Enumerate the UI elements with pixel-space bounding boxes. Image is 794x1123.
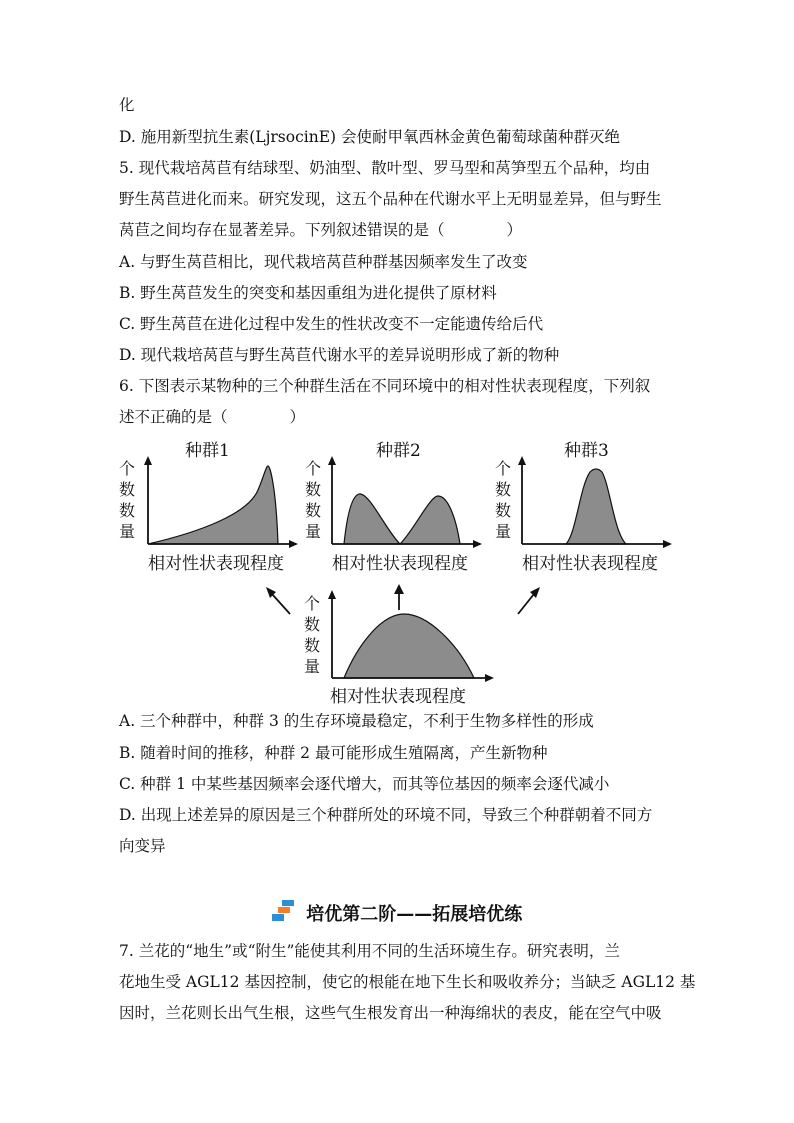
- base-x-arrow: [485, 674, 494, 682]
- panel-1-y-arrow: [144, 456, 152, 465]
- panel-2-x-label: 相对性状表现程度: [332, 554, 468, 574]
- question-7-line-1: 7. 兰花的“地生”或“附生”能使其利用不同的生活环境生存。研究表明，兰: [119, 942, 620, 960]
- question-7-line-3: 因时，兰花则长出气生根，这些气生根发育出一种海绵状的表皮，能在空气中吸: [119, 1004, 662, 1022]
- panel-2-graph: [324, 456, 484, 548]
- question-7-line-2: 花地生受 AGL12 基因控制，使它的根能在地下生长和吸收养分；当缺乏 AGL12 基: [119, 973, 696, 991]
- panel-1-x-arrow: [289, 540, 298, 548]
- panel-2-x-arrow: [473, 540, 482, 548]
- question-6-line-2: 述不正确的是（ ）: [119, 408, 306, 426]
- panel-3-x-arrow: [663, 540, 672, 548]
- section-heading: [270, 900, 522, 926]
- question-5-line-1: 5. 现代栽培莴苣有结球型、奶油型、散叶型、罗马型和莴笋型五个品种，均由: [119, 159, 651, 177]
- arrow-right-line: [518, 594, 534, 614]
- panel-3-curve: [566, 469, 626, 544]
- question-6-option-c: C. 种群 1 中某些基因频率会逐代增大，而其等位基因的频率会逐代减小: [119, 775, 610, 793]
- panel-3-x-label: 相对性状表现程度: [522, 554, 658, 574]
- panel-1-graph: [140, 456, 300, 548]
- question-5-line-3: 莴苣之间均存在显著差异。下列叙述错误的是（ ）: [119, 221, 523, 239]
- base-x-label: 相对性状表现程度: [330, 687, 466, 707]
- panel-1-title: 种群1: [185, 441, 230, 461]
- question-6-option-d-line-1: D. 出现上述差异的原因是三个种群所处的环境不同，导致三个种群朝着不同方: [119, 806, 653, 824]
- question-5-option-c: C. 野生莴苣在进化过程中发生的性状改变不一定能遗传给后代: [119, 315, 544, 333]
- base-y-arrow: [328, 590, 336, 599]
- panel-2-y-arrow: [328, 456, 336, 465]
- panel-2-title: 种群2: [376, 441, 421, 461]
- question-5-option-d: D. 现代栽培莴苣与野生莴苣代谢水平的差异说明形成了新的物种: [119, 346, 560, 364]
- panel-3-y-label: 个数数量: [495, 459, 512, 541]
- panel-1-curve: [148, 466, 278, 544]
- section-title: 培优第二阶——拓展培优练: [306, 904, 523, 925]
- panel-3-graph: [514, 456, 674, 548]
- base-graph: [324, 590, 496, 682]
- question-5-line-2: 野生莴苣进化而来。研究发现，这五个品种在代谢水平上无明显差异，但与野生: [119, 190, 662, 208]
- panel-1-x-label: 相对性状表现程度: [148, 554, 284, 574]
- panel-3-title: 种群3: [564, 441, 609, 461]
- question-6-line-1: 6. 下图表示某物种的三个种群生活在不同环境中的相对性状表现程度，下列叙: [119, 377, 651, 395]
- base-curve: [344, 614, 474, 678]
- option-d-prev: D. 施用新型抗生素(LjrsocinE) 会使耐甲氧西林金黄色葡萄球菌种群灭绝: [119, 128, 620, 146]
- question-6-option-a: A. 三个种群中，种群 3 的生存环境最稳定，不利于生物多样性的形成: [119, 712, 594, 730]
- question-5-option-b: B. 野生莴苣发生的突变和基因重组为进化提供了原材料: [119, 284, 497, 302]
- panel-1-y-label: 个数数量: [119, 459, 136, 541]
- section-icon: [270, 900, 300, 924]
- panel-3-y-arrow: [518, 456, 526, 465]
- text-line: 化: [119, 96, 135, 114]
- question-6-option-b: B. 随着时间的推移，种群 2 最可能形成生殖隔离，产生新物种: [119, 744, 548, 762]
- arrow-left-line: [272, 594, 290, 614]
- base-y-label: 个数数量: [304, 594, 321, 676]
- panel-2-curve: [344, 494, 460, 544]
- question-6-option-d-line-2: 向变异: [119, 837, 166, 855]
- question-5-option-a: A. 与野生莴苣相比，现代栽培莴苣种群基因频率发生了改变: [119, 253, 528, 271]
- panel-2-y-label: 个数数量: [305, 459, 322, 541]
